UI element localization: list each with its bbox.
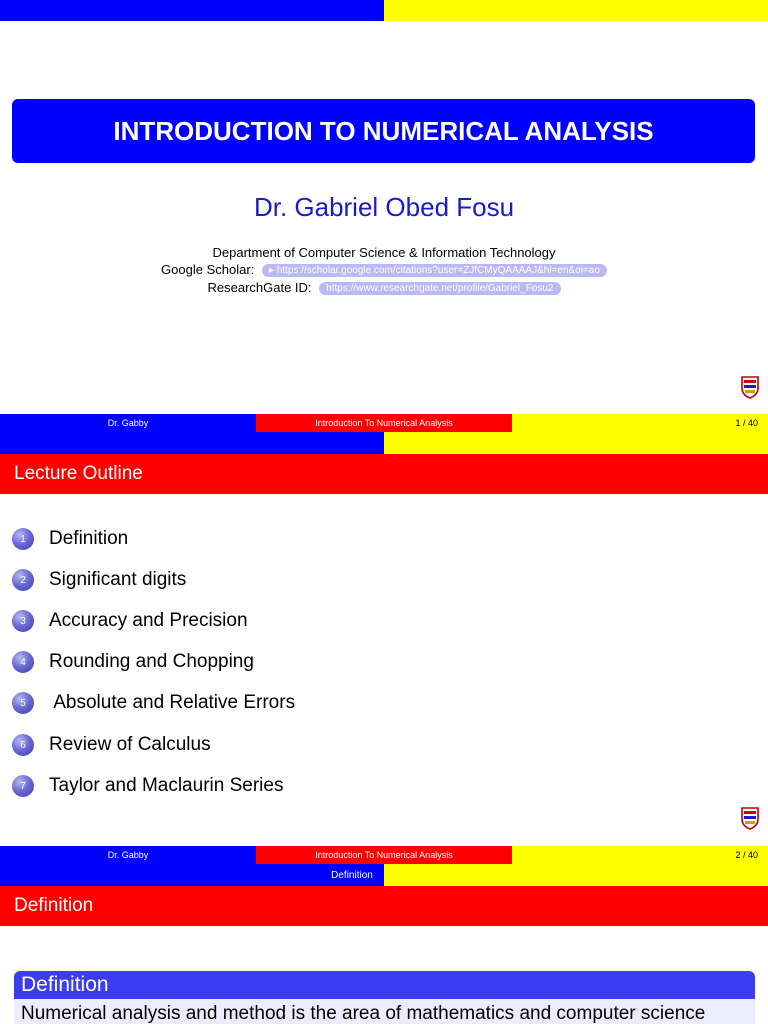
google-scholar-line: [0, 262, 768, 277]
university-crest-icon: [739, 806, 761, 830]
top-strip-blue: [0, 0, 384, 21]
slide-title: INTRODUCTION TO NUMERICAL ANALYSIS: [12, 99, 755, 163]
outline-item-label: Accuracy and Precision: [49, 610, 248, 631]
outline-item[interactable]: [12, 771, 283, 801]
outline-item[interactable]: [12, 524, 128, 554]
researchgate-link[interactable]: https://www.researchgate.net/profile/Gabriel_Fosu2: [319, 282, 560, 295]
google-scholar-label: Google Scholar:: [161, 262, 255, 277]
outline-item[interactable]: [12, 565, 186, 595]
outline-item-label: Taylor and Maclaurin Series: [49, 775, 284, 796]
nav-section-definition[interactable]: Definition: [331, 869, 373, 881]
university-crest-icon: [739, 375, 761, 399]
footer-1: [0, 414, 768, 432]
outline-item-label: Review of Calculus: [49, 734, 211, 755]
outline-item[interactable]: [12, 688, 295, 718]
author-name: Dr. Gabriel Obed Fosu: [253, 192, 515, 222]
frame-title-definition: Definition: [0, 886, 768, 926]
definition-block-text: Numerical analysis and method is the area of mathematics and computer science: [14, 999, 755, 1024]
outline-item[interactable]: [12, 647, 254, 677]
footer-author: Dr. Gabby: [0, 414, 256, 432]
outline-item-label: Absolute and Relative Errors: [49, 692, 296, 713]
numbered-ball-icon: 4: [12, 651, 34, 673]
footer-2: [0, 846, 768, 864]
numbered-ball-icon: 3: [12, 610, 34, 632]
numbered-ball-icon: 1: [12, 528, 34, 550]
outline-item-label: Definition: [49, 528, 129, 549]
outline-item-label: Rounding and Chopping: [49, 651, 254, 672]
footer-title: Introduction To Numerical Analysis: [256, 414, 512, 432]
outline-item[interactable]: [12, 730, 211, 760]
frame-title-outline: Lecture Outline: [0, 454, 768, 494]
nav-strip-blue: [0, 432, 384, 454]
numbered-ball-icon: 6: [12, 734, 34, 756]
top-strip-yellow: [384, 0, 768, 21]
definition-block-title: Definition: [14, 971, 755, 999]
numbered-ball-icon: 7: [12, 775, 34, 797]
footer-title: Introduction To Numerical Analysis: [256, 846, 512, 864]
researchgate-label: ResearchGate ID:: [207, 280, 312, 295]
nav-strip-yellow: [384, 432, 768, 454]
numbered-ball-icon: 2: [12, 569, 34, 591]
footer-page-number: 2 / 40: [512, 846, 768, 864]
footer-author: Dr. Gabby: [0, 846, 256, 864]
outline-item-label: Significant digits: [49, 569, 187, 590]
footer-page-number: 1 / 40: [512, 414, 768, 432]
numbered-ball-icon: 5: [12, 692, 34, 714]
outline-item[interactable]: [12, 606, 248, 636]
nav-strip-yellow: [384, 864, 768, 886]
department: Department of Computer Science & Information Technology: [212, 245, 556, 260]
researchgate-line: [0, 280, 768, 295]
google-scholar-link[interactable]: ▸ https://scholar.google.com/citations?user=ZJfCMyQAAAAJ&hl=en&oi=ao: [262, 264, 607, 277]
